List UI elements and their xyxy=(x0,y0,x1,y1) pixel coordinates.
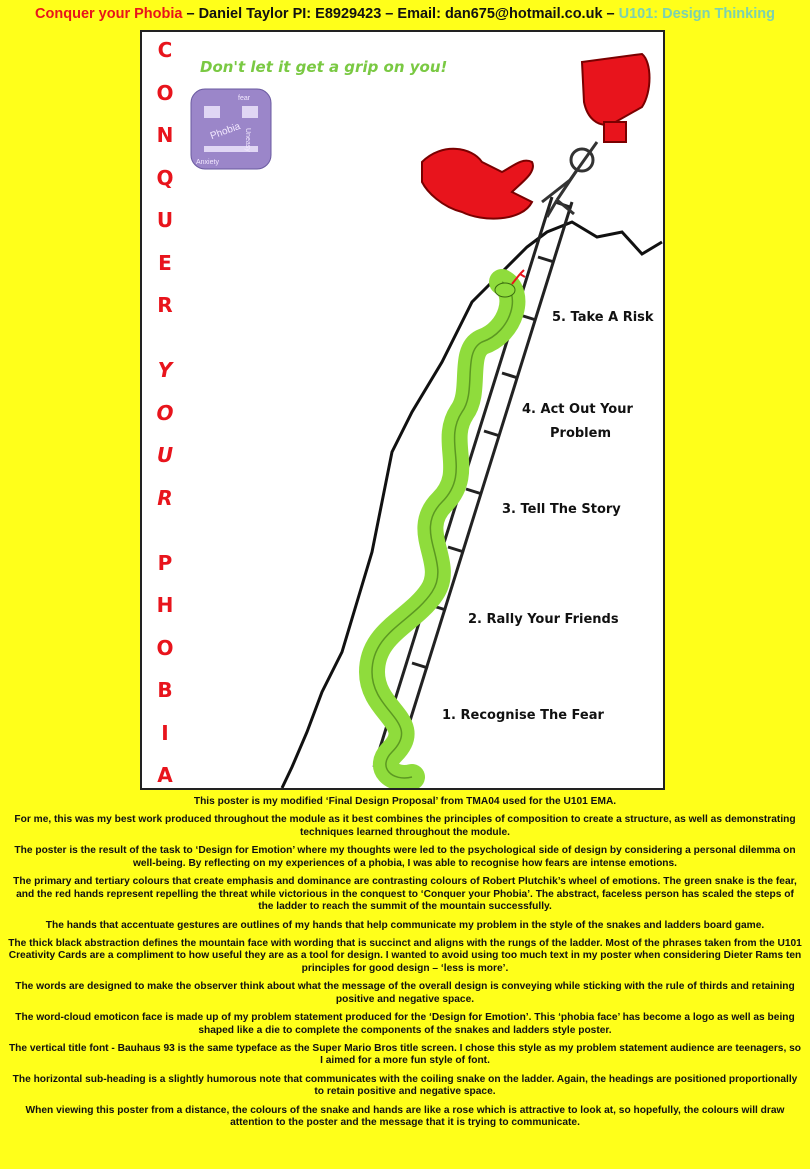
description-paragraph: When viewing this poster from a distance, the colours of the snake and hands are like a rose which is attractive to look at, so hopefully, the colours will draw attention to the poster and the message that it is trying to communicate. xyxy=(25,1104,785,1129)
vertical-title-letter: O xyxy=(156,635,174,660)
vertical-title xyxy=(152,40,178,785)
header-author-details: – Daniel Taylor PI: E8929423 – Email: dan675@hotmail.co.uk – xyxy=(182,6,619,22)
phobia-face-logo xyxy=(190,88,272,170)
step-5: 5. Take A Risk xyxy=(552,310,654,325)
logo-word: Phobia xyxy=(208,121,242,143)
description-paragraph: The primary and tertiary colours that create emphasis and dominance are contrasting colours of Robert Plutchik’s wheel of emotions. The green snake is the fear, and the red hands represent repelling the threat while victorious in the conquest to ‘Conquer your Phobia’. The abstract, faceless person has scaled the steps of the ladder to reach the summit of the mountain successfully. xyxy=(13,876,797,913)
poster-subheading: Don't let it get a grip on you! xyxy=(200,58,448,76)
description-paragraph: The word-cloud emoticon face is made up of my problem statement produced for the ‘Design for Emotion’. This ‘phobia face’ has become a logo as well as being shaped like a die to complete the components of the snakes and ladders style poster. xyxy=(15,1012,795,1036)
snake xyxy=(372,282,512,778)
vertical-title-letter: Q xyxy=(156,165,174,190)
logo-word: Anxiety xyxy=(196,159,219,166)
vertical-title-letter: A xyxy=(157,763,173,787)
description-paragraph: The thick black abstraction defines the mountain face with wording that is succinct and aligns with the rungs of the ladder. Most of the phrases taken from the U101 Creativity Cards are a compliment to how useful they are as a tool for design. I wanted to avoid using too much text in my poster when considering Dieter Rams ten principles for good design – ‘less is more’. xyxy=(8,937,802,974)
step-4-line-2: Problem xyxy=(550,426,611,441)
page-header xyxy=(0,6,810,22)
description-paragraph: The poster is the result of the task to ‘Design for Emotion’ where my thoughts were led to the psychological side of design by considering a personal dilemma on well-being. By reflecting on my experiences of a phobia, I was able to recognise how fears are intense emotions. xyxy=(14,845,796,869)
step-1: 1. Recognise The Fear xyxy=(442,708,604,723)
vertical-title-letter: Y xyxy=(157,358,173,382)
vertical-title-letter: R xyxy=(157,293,173,317)
step-3: 3. Tell The Story xyxy=(502,502,621,517)
ladder xyxy=(374,197,572,772)
header-course: U101: Design Thinking xyxy=(618,6,775,22)
vertical-title-letter: E xyxy=(158,250,172,275)
vertical-title-letter: O xyxy=(156,80,174,105)
vertical-title-letter: C xyxy=(157,38,173,62)
vertical-title-letter: B xyxy=(157,678,173,702)
vertical-title-letter: H xyxy=(156,593,174,617)
description-paragraph: The vertical title font - Bauhaus 93 is the same typeface as the Super Mario Bros title screen. I chose this style as my problem statement audience are teenagers, so I aimed for a more fun style of font. xyxy=(8,1043,802,1067)
step-4: 4. Act Out Your xyxy=(522,402,633,417)
vertical-title-letter: U xyxy=(156,443,174,467)
description-paragraph: For me, this was my best work produced throughout the module as it best combines the principles of composition to create a structure, as well as demonstrating techniques learned throughout the module. xyxy=(14,814,796,838)
poster xyxy=(140,30,665,790)
snake-head xyxy=(495,283,515,297)
vertical-title-letter: U xyxy=(156,208,174,232)
red-fist xyxy=(582,54,650,125)
description-paragraph: The hands that accentuate gestures are outlines of my hands that help communicate my problem in the style of the snakes and ladders board game. xyxy=(45,919,765,931)
vertical-title-letter: I xyxy=(161,720,169,745)
red-hand xyxy=(422,149,533,219)
vertical-title-letter: O xyxy=(156,400,174,425)
logo-word: Uneasy xyxy=(244,128,251,152)
description-paragraph: The horizontal sub-heading is a slightly humorous note that communicates with the coiling snake on the ladder. Again, the headings are positioned proportionally to retain positive and negative space. xyxy=(12,1073,798,1098)
vertical-title-letter: P xyxy=(157,550,173,575)
description xyxy=(8,796,802,1136)
logo-word: fear xyxy=(238,95,251,102)
vertical-title-letter: R xyxy=(157,485,173,510)
description-paragraph: This poster is my modified ‘Final Design Proposal’ from TMA04 used for the U101 EMA. xyxy=(193,796,617,807)
description-paragraph: The words are designed to make the observer think about what the message of the overall design is conveying while sticking with the rule of thirds and retaining positive and negative space. xyxy=(15,981,795,1005)
vertical-title-letter: N xyxy=(156,123,174,147)
header-title: Conquer your Phobia xyxy=(35,6,183,22)
step-2: 2. Rally Your Friends xyxy=(468,612,619,627)
